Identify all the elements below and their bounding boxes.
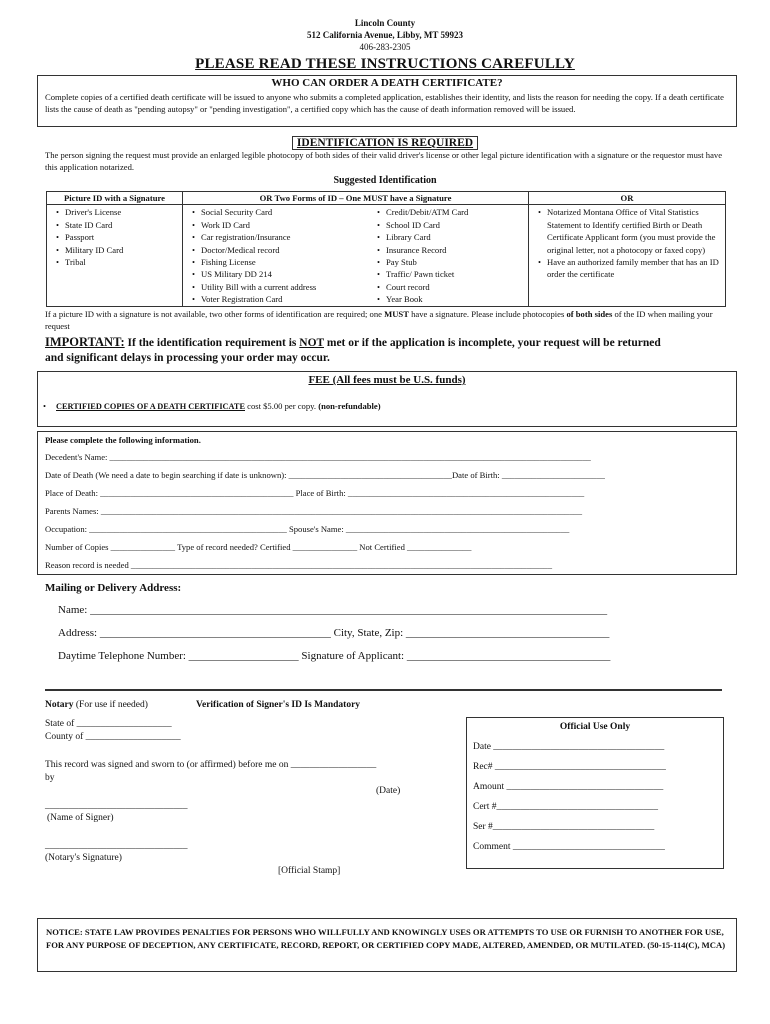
decedent-name-field[interactable]: Decedent's Name: ________________________________________________________________________________________________________________ — [45, 452, 591, 462]
sworn-date-field[interactable]: This record was signed and sworn to (or affirmed) before me on __________________ — [45, 760, 377, 770]
id-col-picture-header: Picture ID with a Signature — [47, 192, 183, 205]
official-use-box — [466, 717, 724, 869]
who-can-order-heading: WHO CAN ORDER A DEATH CERTIFICATE? — [271, 77, 503, 89]
sworn-by-label: by — [45, 773, 55, 783]
notary-heading: Notary (For use if needed) — [45, 700, 148, 710]
list-item: • Utility Bill with a current address — [201, 281, 364, 293]
list-item: • Court record — [386, 281, 524, 293]
page-title: PLEASE READ THESE INSTRUCTIONS CAREFULLY — [195, 56, 575, 72]
list-item: • Voter Registration Card — [201, 293, 364, 305]
list-item: • Year Book — [386, 293, 524, 305]
state-of-field[interactable]: State of ____________________ — [45, 719, 172, 729]
list-item: • Notarized Montana Office of Vital Statistics Statement to Identify certified Birth or Death Certificate Applicant form (you must provide the original letter, not a photocopy or faxed copy) — [547, 206, 721, 256]
legal-notice: NOTICE: STATE LAW PROVIDES PENALTIES FOR PERSONS WHO WILLFULLY AND KNOWINGLY USES OR ATTEMPTS TO USE OR FURNISH TO ANOTHER FOR USE, FOR ANY PURPOSE OF DECEPTION, ANY CERTIFICATE, RECORD, REPORT, OR CERTIFIED COPY MADE, ALTERED, AMENDED, OR MUTILATED. (50-15-114(C), MCA) — [37, 918, 737, 972]
identification-note: If a picture ID with a signature is not available, two other forms of identification are required; one MUST have a signature. Please include photocopies of both sides of the ID when mailing your request — [45, 309, 713, 331]
official-rec-field[interactable]: Rec# ____________________________________ — [473, 762, 666, 772]
county-address: 512 California Avenue, Libby, MT 59923 — [307, 30, 463, 40]
list-item: • Passport — [65, 231, 178, 243]
official-date-field[interactable]: Date ____________________________________ — [473, 742, 665, 752]
sworn-date-label: (Date) — [376, 786, 401, 796]
who-can-order-text: Complete copies of a certified death certificate will be issued to anyone who submits a completed application, establishes their identity, and lists the reason for needing the copy. If a death certificate lists the cause of death as "pending autopsy" or "pending investigation", a certified copy which has the cause of death information removed will be issued. — [45, 92, 724, 114]
list-item: • Credit/Debit/ATM Card — [386, 206, 524, 218]
suggested-identification-title: Suggested Identification — [333, 175, 437, 186]
list-item: • US Military DD 214 — [201, 268, 364, 280]
list-item: • Social Security Card — [201, 206, 364, 218]
id-col-two-forms-header: OR Two Forms of ID – One MUST have a Signature — [183, 192, 529, 205]
list-item: • Library Card — [386, 231, 524, 243]
place-of-death-field[interactable]: Place of Death: _____________________________________________ Place of Birth: _______________________________________________________ — [45, 488, 585, 498]
alternative-id-list — [535, 206, 721, 280]
id-table — [46, 191, 726, 307]
official-ser-field[interactable]: Ser #__________________________________ — [473, 822, 655, 832]
fee-item: • CERTIFIED COPIES OF A DEATH CERTIFICATE cost $5.00 per copy. (non-refundable) — [43, 401, 381, 411]
list-item: • Driver's License — [65, 206, 178, 218]
who-can-order-section — [37, 75, 737, 127]
notary-signature-line[interactable]: ______________________________ — [45, 841, 188, 851]
divider — [45, 689, 722, 691]
list-item: • Car registration/Insurance — [201, 231, 364, 243]
occupation-field[interactable]: Occupation: ______________________________________________ Spouse's Name: ____________________________________________________ — [45, 524, 570, 534]
list-item: • Pay Stub — [386, 256, 524, 268]
number-of-copies-field[interactable]: Number of Copies _______________ Type of record needed? Certified _______________ Not Certified _______________ — [45, 542, 472, 552]
list-item: • Fishing License — [201, 256, 364, 268]
two-forms-list-a — [189, 206, 364, 305]
parents-names-field[interactable]: Parents Names: ________________________________________________________________________________________________________________ — [45, 506, 583, 516]
bullet-icon: • — [43, 401, 47, 411]
county-phone: 406-283-2305 — [359, 42, 411, 52]
notary-signature-label: (Notary's Signature) — [45, 853, 122, 863]
two-forms-list-b — [374, 206, 524, 305]
official-cert-field[interactable]: Cert #__________________________________ — [473, 802, 658, 812]
picture-id-list — [53, 206, 178, 268]
form-intro: Please complete the following information. — [45, 435, 201, 445]
fee-heading: FEE (All fees must be U.S. funds) — [308, 374, 466, 386]
mailing-name-field[interactable]: Name: ______________________________________________________________________________________________ — [58, 604, 608, 616]
list-item: • Doctor/Medical record — [201, 244, 364, 256]
list-item: • School ID Card — [386, 219, 524, 231]
verification-mandatory: Verification of Signer's ID Is Mandatory — [196, 700, 361, 710]
list-item: • Work ID Card — [201, 219, 364, 231]
identification-heading: IDENTIFICATION IS REQUIRED — [292, 136, 478, 150]
list-item: • Traffic/ Pawn ticket — [386, 268, 524, 280]
identification-text: The person signing the request must provide an enlarged legible photocopy of both sides of their valid driver's license or other legal picture identification with a signature or the requestor must have this application notarized. — [45, 150, 723, 172]
official-amount-field[interactable]: Amount _________________________________ — [473, 782, 664, 792]
county-name: Lincoln County — [354, 18, 416, 28]
fee-section — [37, 371, 737, 427]
list-item: • Insurance Record — [386, 244, 524, 256]
list-item: • Have an authorized family member that has an ID order the certificate — [547, 256, 721, 281]
important-notice: IMPORTANT: If the identification requirement is NOT met or if the application is incomplete, your request will be returned and significant delays in processing your order may occur. — [45, 335, 661, 364]
signer-name-label: (Name of Signer) — [47, 813, 114, 823]
mailing-heading: Mailing or Delivery Address: — [45, 582, 182, 594]
official-stamp-label: [Official Stamp] — [278, 866, 341, 876]
id-col-or-header: OR — [529, 192, 726, 205]
request-form-section — [37, 431, 737, 575]
official-use-heading: Official Use Only — [559, 722, 631, 732]
signer-name-line[interactable]: ______________________________ — [45, 801, 188, 811]
date-of-death-field[interactable]: Date of Death (We need a date to begin searching if date is unknown): ______________________________________Date of Birth: ________________________ — [45, 470, 605, 480]
list-item: • Military ID Card — [65, 244, 178, 256]
mailing-phone-signature-field[interactable]: Daytime Telephone Number: ____________________ Signature of Applicant: _____________________________________ — [58, 650, 611, 662]
list-item: • Tribal — [65, 256, 178, 268]
reason-field[interactable]: Reason record is needed __________________________________________________________________________________________________ — [45, 560, 552, 570]
county-of-field[interactable]: County of ____________________ — [45, 732, 181, 742]
official-comment-field[interactable]: Comment ________________________________ — [473, 842, 665, 852]
mailing-address-field[interactable]: Address: __________________________________________ City, State, Zip: _____________________________________ — [58, 627, 610, 639]
list-item: • State ID Card — [65, 219, 178, 231]
